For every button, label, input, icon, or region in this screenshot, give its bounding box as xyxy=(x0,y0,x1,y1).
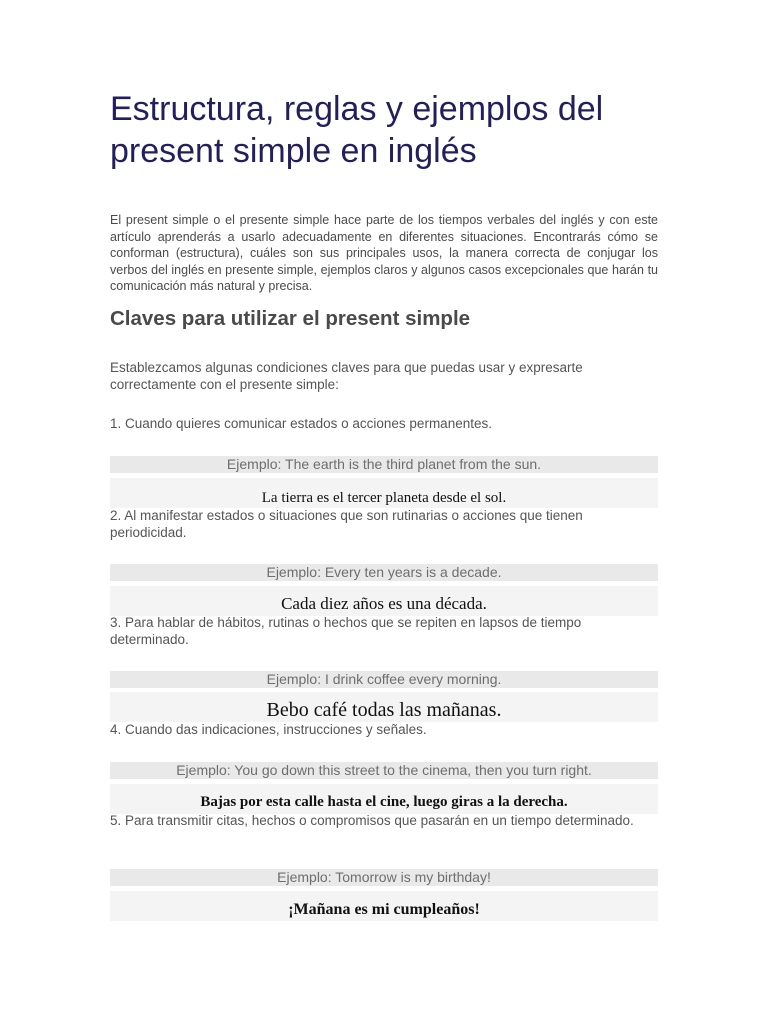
example-bar: Ejemplo: The earth is the third planet from the sun. xyxy=(110,456,658,473)
rule-text: 4. Cuando das indicaciones, instrucciones y señales. xyxy=(110,722,427,737)
page-title: Estructura, reglas y ejemplos del present simple en inglés xyxy=(110,90,604,170)
translation-bar: Bajas por esta calle hasta el cine, luego giras a la derecha. xyxy=(110,784,658,814)
example-bar: Ejemplo: You go down this street to the cinema, then you turn right. xyxy=(110,762,658,779)
translation-bar: Cada diez años es una década. xyxy=(110,586,658,616)
section-heading: Claves para utilizar el present simple xyxy=(110,307,471,330)
rule-text: 1. Cuando quieres comunicar estados o acciones permanentes. xyxy=(110,416,492,431)
example-bar: Ejemplo: I drink coffee every morning. xyxy=(110,671,658,688)
rule-text: 3. Para hablar de hábitos, rutinas o hechos que se repiten en lapsos de tiempo determinado. xyxy=(110,615,582,647)
example-bar: Ejemplo: Tomorrow is my birthday! xyxy=(110,869,658,886)
section-intro: Establezcamos algunas condiciones claves para que puedas usar y expresarte correctamente con el presente simple: xyxy=(110,360,583,392)
intro-paragraph: El present simple o el presente simple hace parte de los tiempos verbales del inglés y con este artículo aprenderás a usarlo adecuadamente en diferentes situaciones. Encontrarás cómo se conforman (estructura), cuáles son sus principales usos, la manera correcta de conjugar los verbos del inglés en presente simple, ejemplos claros y algunos casos excepcionales que harán tu comunicación más natural y precisa. xyxy=(110,213,658,293)
translation-bar: La tierra es el tercer planeta desde el sol. xyxy=(110,478,658,508)
rule-text: 5. Para transmitir citas, hechos o compromisos que pasarán en un tiempo determinado. xyxy=(110,813,634,828)
example-bar: Ejemplo: Every ten years is a decade. xyxy=(110,564,658,581)
rule-text: 2. Al manifestar estados o situaciones que son rutinarias o acciones que tienen periodicidad. xyxy=(110,508,583,540)
translation-bar: ¡Mañana es mi cumpleaños! xyxy=(110,891,658,921)
translation-bar: Bebo café todas las mañanas. xyxy=(110,692,658,722)
